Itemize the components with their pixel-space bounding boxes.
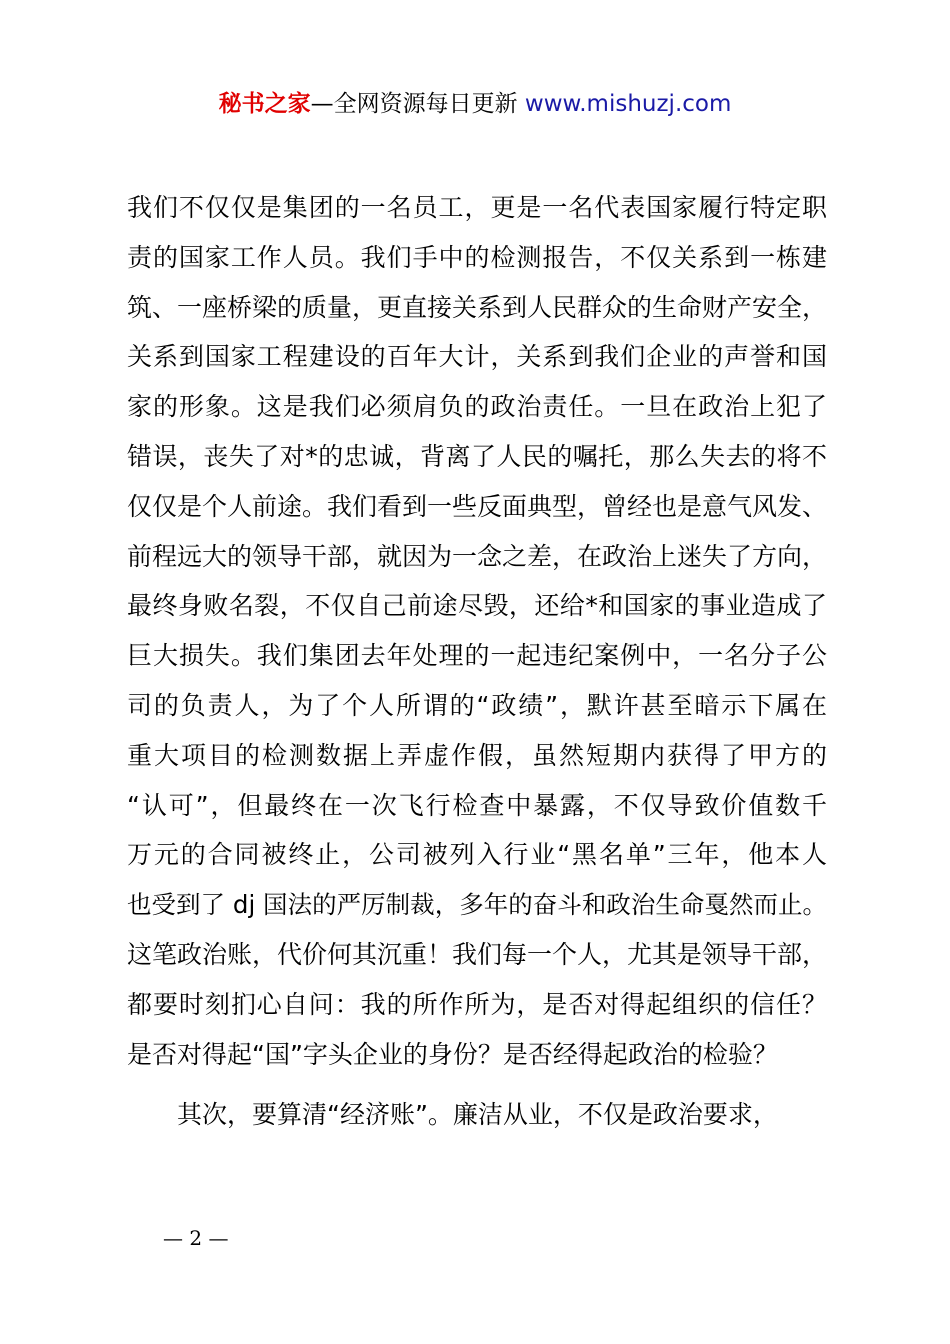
site-url-link[interactable]: www.mishuzj.com [524, 91, 732, 117]
text-line: 也受到了 dj 国法的严厉制裁，多年的奋斗和政治生命戛然而止。 [127, 890, 827, 920]
text-line: 司的负责人，为了个人所谓的“政绩”，默许甚至暗示下属在 [127, 690, 827, 720]
text-line: 都要时刻扪心自问：我的所作所为，是否对得起组织的信任？ [127, 989, 827, 1019]
text-line: “认可”，但最终在一次飞行检查中暴露，不仅导致价值数千 [127, 790, 827, 820]
text-line: 巨大损失。我们集团去年处理的一起违纪案例中，一名分子公 [127, 641, 827, 671]
text-line: 最终身败名裂，不仅自己前途尽毁，还给*和国家的事业造成了 [127, 591, 827, 621]
brand-name: 秘书之家 [218, 91, 311, 117]
text-line: 我们不仅仅是集团的一名员工，更是一名代表国家履行特定职 [127, 193, 827, 222]
text-line: 前程远大的领导干部，就因为一念之差，在政治上迷失了方向， [127, 541, 828, 571]
text-line: 这笔政治账，代价何其沉重！我们每一个人，尤其是领导干部， [127, 939, 828, 969]
text-line: 重大项目的检测数据上弄虚作假，虽然短期内获得了甲方的 [127, 740, 827, 770]
text-line: 错误，丧失了对*的忠诚，背离了人民的嘱托，那么失去的将不 [127, 441, 827, 471]
text-line: 是否对得起“国”字头企业的身份？是否经得起政治的检验？ [127, 1039, 778, 1069]
paragraph-1 [127, 183, 827, 1079]
text-line: 万元的合同被终止，公司被列入行业“黑名单”三年，他本人 [127, 840, 827, 870]
text-line: 家的形象。这是我们必须肩负的政治责任。一旦在政治上犯了 [127, 392, 827, 422]
header-tagline: —全网资源每日更新 [310, 91, 525, 117]
paragraph-2: 其次，要算清“经济账”。廉洁从业，不仅是政治要求， [177, 1100, 778, 1129]
page-number: — 2 — [163, 1226, 229, 1250]
text-line: 筑、一座桥梁的质量，更直接关系到人民群众的生命财产安全， [127, 292, 828, 322]
text-line: 关系到国家工程建设的百年大计，关系到我们企业的声誉和国 [127, 342, 827, 372]
site-header [0, 88, 950, 120]
text-line: 责的国家工作人员。我们手中的检测报告，不仅关系到一栋建 [127, 242, 827, 272]
text-line: 仅仅是个人前途。我们看到一些反面典型，曾经也是意气风发、 [127, 491, 828, 521]
